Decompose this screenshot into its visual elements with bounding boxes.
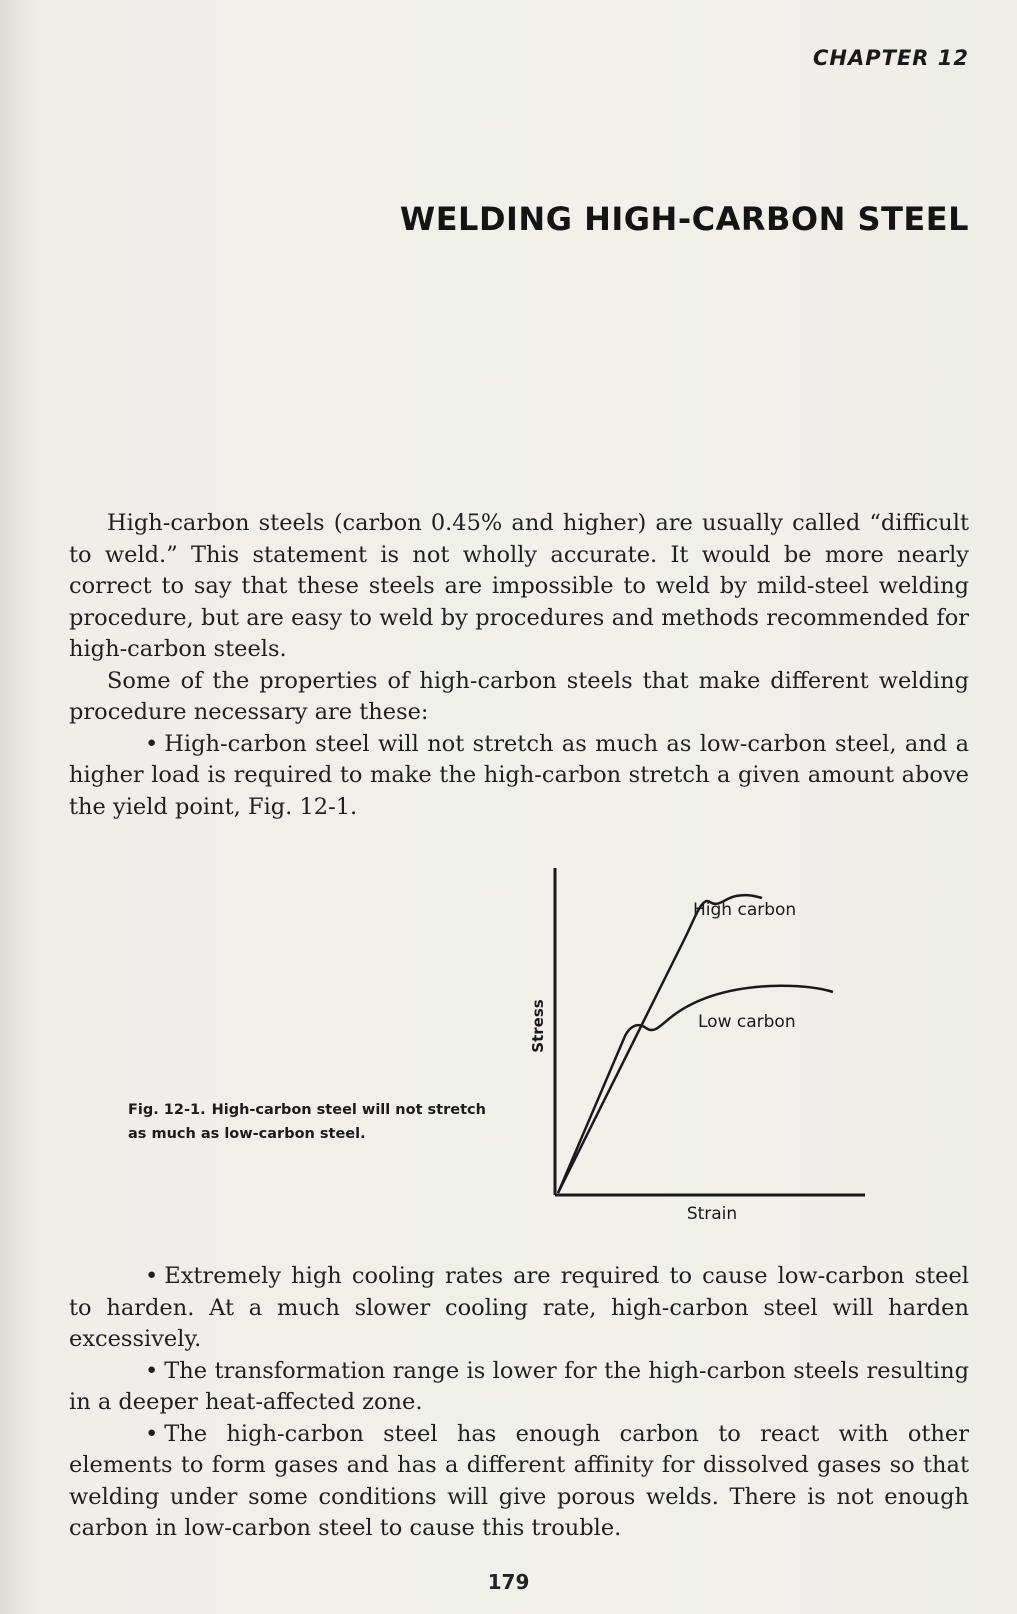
bullet-text: The transformation range is lower for the high-carbon steels resulting in a deeper heat-affected zone. <box>69 1357 969 1415</box>
stress-strain-diagram <box>520 858 880 1228</box>
figure-number: Fig. 12-1. <box>128 1102 206 1118</box>
low-carbon-label: Low carbon <box>698 1012 796 1032</box>
section-title: WELDING HIGH-CARBON STEEL <box>399 200 969 238</box>
body-text-bottom <box>69 1261 969 1545</box>
y-axis-label: Stress <box>529 999 547 1053</box>
bullet-text: Extremely high cooling rates are required to cause low-carbon steel to harden. At a much slower cooling rate, high-carbon steel will harden excessively. <box>69 1263 969 1352</box>
body-text-top <box>69 508 969 823</box>
bullet-icon: • <box>145 1420 159 1447</box>
figure-caption <box>128 1098 488 1146</box>
stress-strain-figure <box>520 858 880 1228</box>
bullet-text: The high-carbon steel has enough carbon to react with other elements to form gases and has a different affinity for dissolved gases so that welding under some conditions will give porous welds. There is not enough carbon in low-carbon steel to cause this trouble. <box>69 1420 969 1541</box>
high-carbon-label: High carbon <box>693 900 797 920</box>
x-axis-label: Strain <box>686 1204 738 1224</box>
bullet-icon: • <box>145 1357 159 1384</box>
figure-caption-text: High-carbon steel will not stretch as much as low-carbon steel. <box>128 1102 486 1142</box>
bullet-text: High-carbon steel will not stretch as much as low-carbon steel, and a higher load is required to make the high-carbon stretch a given amount above the yield point, Fig. 12-1. <box>69 730 969 820</box>
bullet-item-stretch <box>69 729 969 824</box>
high-carbon-curve <box>558 895 762 1193</box>
bullet-item-gases <box>69 1419 969 1545</box>
page-number: 179 <box>487 1570 530 1594</box>
bullet-item-transformation <box>69 1356 969 1419</box>
bullet-icon: • <box>145 730 159 757</box>
chapter-heading: CHAPTER 12 <box>812 46 969 70</box>
paragraph-intro: High-carbon steels (carbon 0.45% and higher) are usually called “difficult to weld.” This statement is not wholly accurate. It would be more nearly correct to say that these steels are impossible to weld by mild-steel welding procedure, but are easy to weld by procedures and methods recommended for high-carbon steels. <box>69 510 969 662</box>
paragraph-properties: Some of the properties of high-carbon steels that make different welding procedure necessary are these: <box>69 667 969 725</box>
bullet-item-cooling <box>69 1261 969 1356</box>
bullet-icon: • <box>145 1263 159 1289</box>
